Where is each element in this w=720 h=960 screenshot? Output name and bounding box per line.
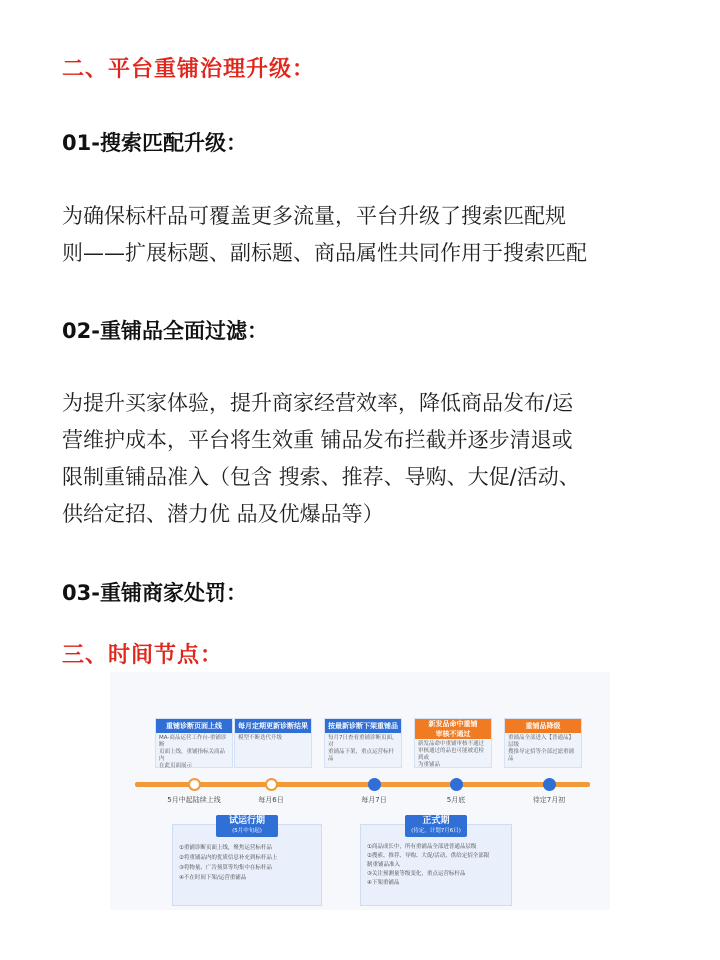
timeline-dot	[265, 778, 278, 791]
stage-title: 每月定期更新诊断结果	[235, 719, 311, 733]
timeline-date: 5月中起陆续上线	[167, 796, 221, 804]
stage-card	[155, 718, 233, 768]
timeline-axis	[135, 782, 590, 787]
phase-subtitle: (5月中旬起)	[232, 828, 262, 834]
stage-desc: 重铺品全部进入【普通品】层级 搜推导定招等全部过滤重铺品	[508, 735, 575, 762]
timeline-date: 5月底	[446, 796, 466, 804]
phase-item: ④下架重铺品	[367, 880, 400, 886]
stage-title: 新发品命中重铺 审核不通过	[415, 719, 491, 739]
timeline-dot	[543, 778, 556, 791]
phase-item: ①商品成长中，所有重铺品全部进普通品层级	[367, 844, 477, 850]
paragraph-line: 营维护成本，平台将生效重 铺品发布拦截并逐步清退或	[62, 428, 573, 452]
phase-item: ③关注预测量等级变化，重点运营标杆品	[367, 871, 466, 877]
stage-card	[414, 718, 492, 768]
phase-item: ④不在时间下架/运营重铺品	[179, 875, 247, 881]
paragraph-line: 为提升买家体验，提升商家经营效率，降低商品发布/运	[62, 391, 574, 415]
timeline-date: 待定7月初	[532, 796, 566, 804]
stage-title: 重铺诊断页面上线	[156, 719, 232, 733]
paragraph-duplicate-filter	[62, 385, 672, 533]
phase-subtitle: (待定，计划7月6日)	[411, 828, 461, 834]
phase-items	[179, 843, 317, 883]
phase-title: 试运行期	[228, 816, 265, 826]
stage-desc: 每月7日查看重铺诊断页面，对 重铺品下架，重点运营标杆品	[328, 735, 398, 762]
phase-title: 正式期	[422, 816, 450, 826]
paragraph-line: 供给定招、潜力优 品及优爆品等）	[62, 502, 384, 526]
stage-title: 重铺品降级	[505, 719, 581, 733]
phase-item: ①重铺诊断页面上线，聚焦运营标杆品	[179, 845, 272, 851]
stage-title: 按最新诊断下架重铺品	[325, 719, 401, 733]
phase-formal	[360, 816, 512, 906]
stage-desc: 新发品命中重铺审核不通过 审核通过的品也可能被追检到或 为重铺品	[418, 741, 485, 768]
paragraph-line: 为确保标杆品可覆盖更多流量，平台升级了搜索匹配规	[62, 204, 566, 228]
heading-merchant-penalty: 03-重铺商家处罚：	[62, 581, 247, 605]
phase-item: ②将重铺品内的优质信息补充到标杆品上	[179, 855, 278, 861]
stage-card	[234, 718, 312, 768]
timeline-dot	[188, 778, 201, 791]
paragraph-line: 限制重铺品准入（包含 搜索、推荐、导购、大促/活动、	[62, 465, 580, 489]
section-heading-platform-governance: 二、平台重铺治理升级：	[62, 57, 316, 82]
paragraph-line: 则——扩展标题、副标题、商品属性共同作用于搜索匹配	[62, 241, 587, 265]
timeline-date: 每月6日	[258, 796, 284, 804]
phase-item: ②搜索、推荐、导购、大促/活动、供给定招全部限	[367, 853, 490, 859]
heading-duplicate-filter: 02-重铺品全面过滤：	[62, 319, 268, 343]
phase-header	[405, 815, 467, 837]
heading-search-match-upgrade: 01-搜索匹配升级：	[62, 131, 247, 155]
phase-item: 制重铺品准入	[367, 862, 401, 868]
phase-items	[367, 843, 507, 888]
phase-trial	[172, 816, 322, 906]
paragraph-search-match	[62, 198, 672, 272]
stage-card	[504, 718, 582, 768]
section-heading-timeline: 三、时间节点：	[62, 643, 224, 668]
phase-item: ③将物量、广告预算等均集中在标杆品	[179, 865, 272, 871]
timeline-figure	[110, 672, 610, 910]
stage-card	[324, 718, 402, 768]
timeline-date: 每月7日	[361, 796, 387, 804]
timeline-dot	[450, 778, 463, 791]
timeline-dot	[368, 778, 381, 791]
stage-desc: 模型不断迭代升级	[238, 735, 283, 741]
phase-header	[216, 815, 278, 837]
stage-desc: MA-商品运营工作台-重铺诊断 页面上线，重铺指标关商品内 在此页面展示	[159, 735, 227, 769]
